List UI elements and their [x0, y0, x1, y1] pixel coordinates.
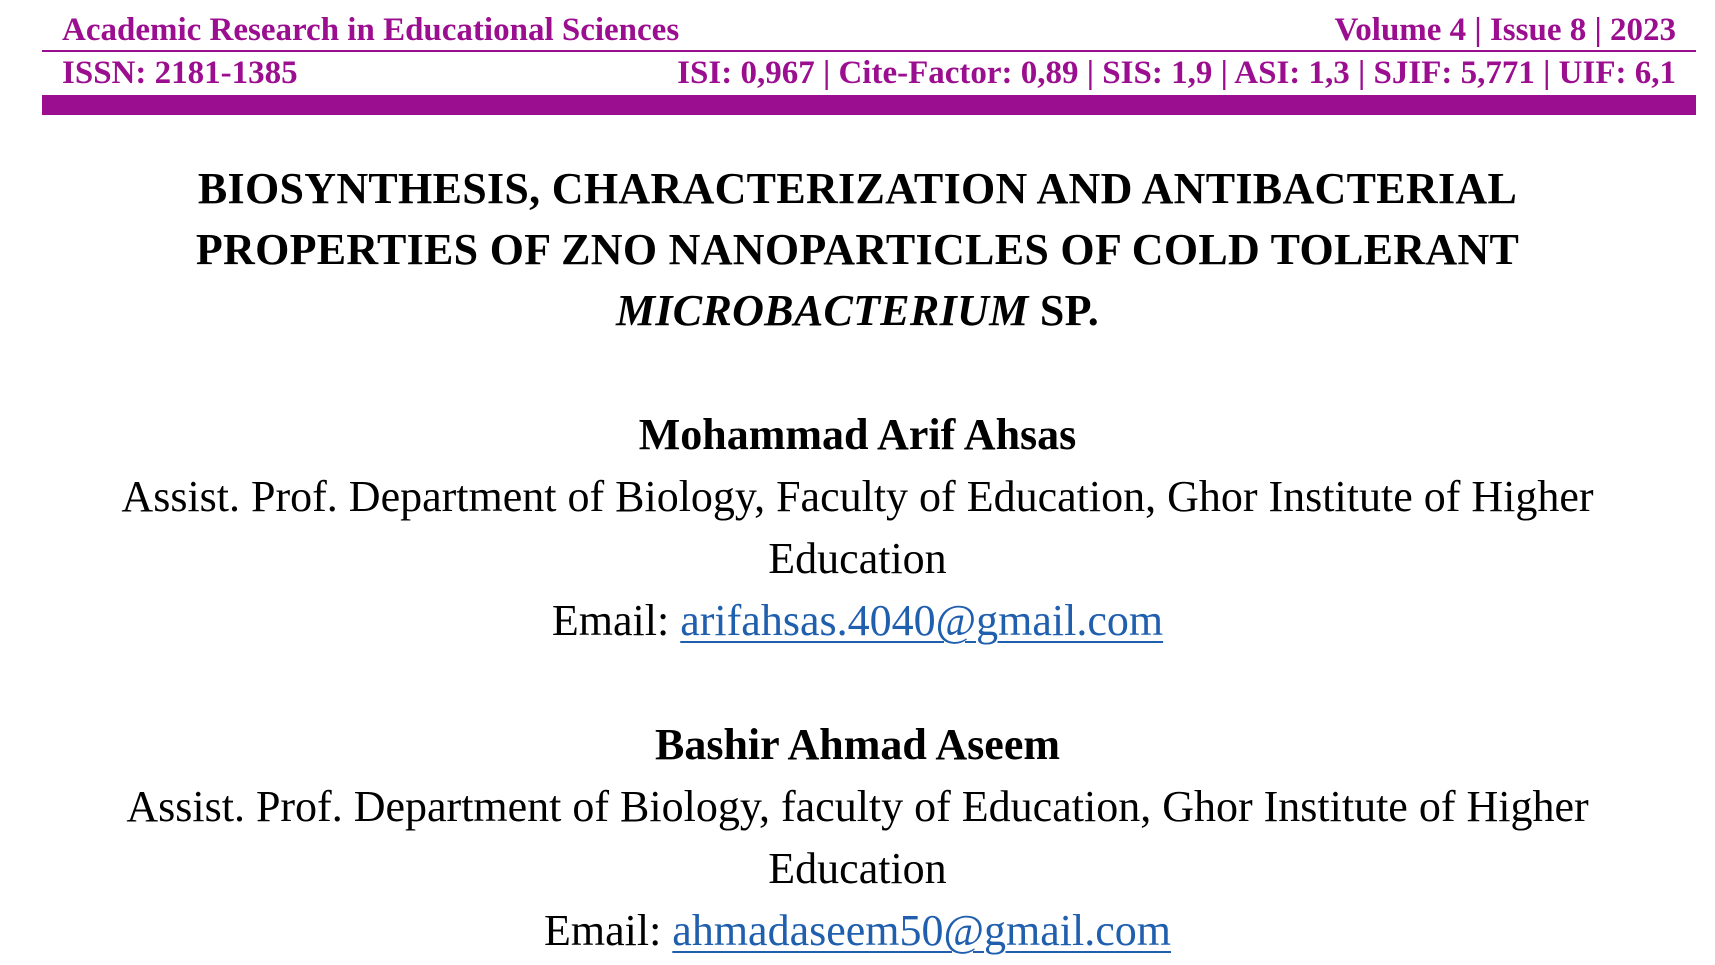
- issn: ISSN: 2181-1385: [62, 55, 298, 91]
- email-label: Email:: [551, 596, 681, 645]
- author-affiliation: Assist. Prof. Department of Biology, Faculty of Education, Ghor Institute of Higher Education: [121, 472, 1594, 583]
- title-line-2: PROPERTIES OF ZNO NANOPARTICLES OF COLD TOLERANT: [195, 225, 1520, 274]
- author-affiliation: Assist. Prof. Department of Biology, faculty of Education, Ghor Institute of Higher Education: [126, 782, 1589, 893]
- author-name: Mohammad Arif Ahsas: [638, 410, 1077, 459]
- volume-issue: Volume 4 | Issue 8 | 2023: [1334, 12, 1676, 48]
- author-email-line: [0, 590, 1715, 652]
- header-bottom-row: [42, 52, 1696, 93]
- author-email-line: [0, 900, 1715, 962]
- title-species: SP.: [1028, 286, 1100, 335]
- author-email-link[interactable]: ahmadaseem50@gmail.com: [672, 906, 1171, 955]
- journal-name: Academic Research in Educational Sciences: [62, 12, 680, 48]
- paper-title: [0, 158, 1715, 341]
- header-top-row: [42, 0, 1696, 50]
- title-line-3: [0, 280, 1715, 341]
- author-block: [0, 714, 1715, 962]
- journal-header: [42, 0, 1696, 115]
- title-line-1: BIOSYNTHESIS, CHARACTERIZATION AND ANTIBACTERIAL: [197, 164, 1518, 213]
- author-email-link[interactable]: arifahsas.4040@gmail.com: [680, 596, 1164, 645]
- header-bar: [42, 95, 1696, 115]
- author-block: [0, 404, 1715, 652]
- author-name: Bashir Ahmad Aseem: [654, 720, 1061, 769]
- journal-metrics: ISI: 0,967 | Cite-Factor: 0,89 | SIS: 1,9 | ASI: 1,3 | SJIF: 5,771 | UIF: 6,1: [677, 55, 1676, 91]
- email-label: Email:: [543, 906, 673, 955]
- title-genus: MICROBACTERIUM: [615, 286, 1029, 335]
